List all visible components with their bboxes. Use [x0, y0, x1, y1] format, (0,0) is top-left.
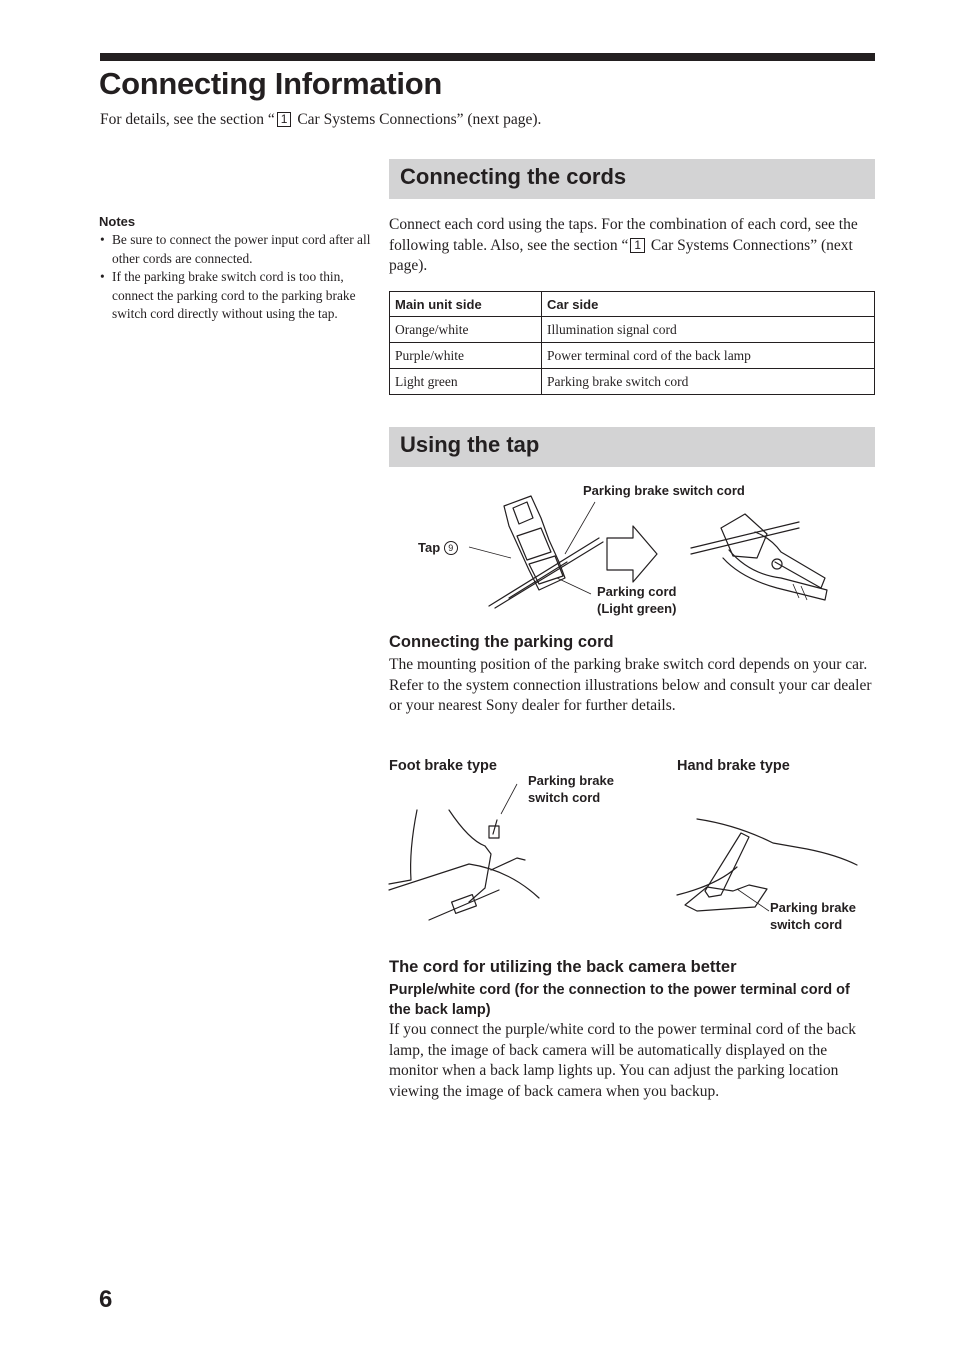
foot-brake-illustration	[389, 780, 589, 930]
section-title: Connecting the cords	[400, 164, 627, 189]
parking-cord-label: Parking cord (Light green)	[597, 584, 677, 616]
table-cell: Light green	[390, 369, 542, 395]
pedal-arm	[469, 846, 491, 902]
table-header-row	[390, 292, 875, 317]
tap-label: Tap 9	[418, 540, 458, 557]
switch-cord-leader-line	[565, 502, 595, 554]
cord-line	[491, 858, 525, 870]
foot-brake-cord-label: Parking brake switch cord	[528, 773, 614, 805]
pliers-detail	[801, 586, 807, 600]
section-number-box: 1	[630, 238, 645, 253]
hand-brake-illustration	[677, 815, 877, 925]
table-cell: Purple/white	[390, 343, 542, 369]
parking-cord-text: The mounting position of the parking brake switch cord depends on your car. Refer to the system connection illustrations below and consult your car dealer or your nearest Sony dealer for further details.	[389, 656, 872, 714]
floor-edge	[389, 810, 417, 884]
section-bar-tap	[389, 427, 875, 467]
notes-title: Notes	[99, 214, 136, 229]
hand-brake-title: Hand brake type	[677, 758, 790, 774]
table-row	[390, 369, 875, 395]
cords-intro-text: Connect each cord using the taps. For the combination of each cord, see the following table. Also, see the section “ 1 Car Systems Connections” (next page).	[389, 216, 858, 274]
arrow-right-icon	[607, 526, 657, 582]
page-title: Connecting Information	[99, 66, 442, 101]
table-row	[390, 343, 875, 369]
tap-number-circle: 9	[444, 541, 458, 555]
pliers-detail	[793, 584, 799, 598]
column-header: Car side	[542, 292, 875, 317]
foot-brake-title: Foot brake type	[389, 758, 497, 774]
section-bar-cords	[389, 159, 875, 199]
switch-wire	[493, 820, 497, 834]
back-camera-text: If you connect the purple/white cord to the power terminal cord of the back lamp, the image of back camera will be automatically displayed on the monitor when a back lamp lights up. You can adjust the parking location viewing the image of back camera when you backup.	[389, 1021, 856, 1100]
pliers-pivot	[772, 559, 782, 569]
parking-cord-line	[489, 538, 599, 606]
table-row	[390, 317, 875, 343]
parking-cord-heading: Connecting the parking cord	[389, 633, 614, 651]
pliers-handle-upper	[755, 532, 825, 588]
dash-edge	[449, 810, 485, 846]
tap-leader-line	[469, 547, 511, 558]
page-number: 6	[99, 1286, 113, 1313]
tap-closed-shape	[721, 514, 767, 558]
cord-leader-line	[501, 784, 517, 814]
console-line	[697, 819, 857, 865]
floor-line	[389, 864, 539, 898]
pedal-pad	[452, 895, 477, 914]
back-camera-subheading: Purple/white cord (for the connection to the power terminal cord of the back lamp)	[389, 982, 850, 1018]
parking-cord-leader-line	[557, 578, 591, 594]
notes-list	[100, 231, 375, 324]
cord-line	[691, 528, 799, 554]
tap-window	[513, 502, 533, 524]
intro-text: For details, see the section “ 1 Car Systems Connections” (next page).	[100, 111, 542, 128]
note-item: • If the parking brake switch cord is too thin, connect the parking cord to the parking brake switch cord directly without using the tap.	[100, 268, 375, 324]
table-cell: Illumination signal cord	[542, 317, 875, 343]
table-cell: Power terminal cord of the back lamp	[542, 343, 875, 369]
section-title: Using the tap	[400, 432, 540, 457]
cord-table	[389, 291, 875, 395]
note-item: • Be sure to connect the power input cord after all other cords are connected.	[100, 231, 375, 268]
pliers-handle-lower	[723, 550, 827, 600]
title-rule	[100, 53, 875, 61]
back-camera-heading: The cord for utilizing the back camera better	[389, 958, 737, 976]
switch-cord-line	[509, 562, 567, 598]
table-cell: Parking brake switch cord	[542, 369, 875, 395]
hand-brake-cord-label: Parking brake switch cord	[770, 900, 856, 932]
table-cell: Orange/white	[390, 317, 542, 343]
cord-line	[691, 522, 799, 548]
section-number-box: 1	[277, 112, 292, 127]
column-header: Main unit side	[390, 292, 542, 317]
parking-cord-line	[495, 542, 603, 608]
floor-line	[429, 890, 499, 920]
switch-cord-label: Parking brake switch cord	[583, 483, 745, 498]
